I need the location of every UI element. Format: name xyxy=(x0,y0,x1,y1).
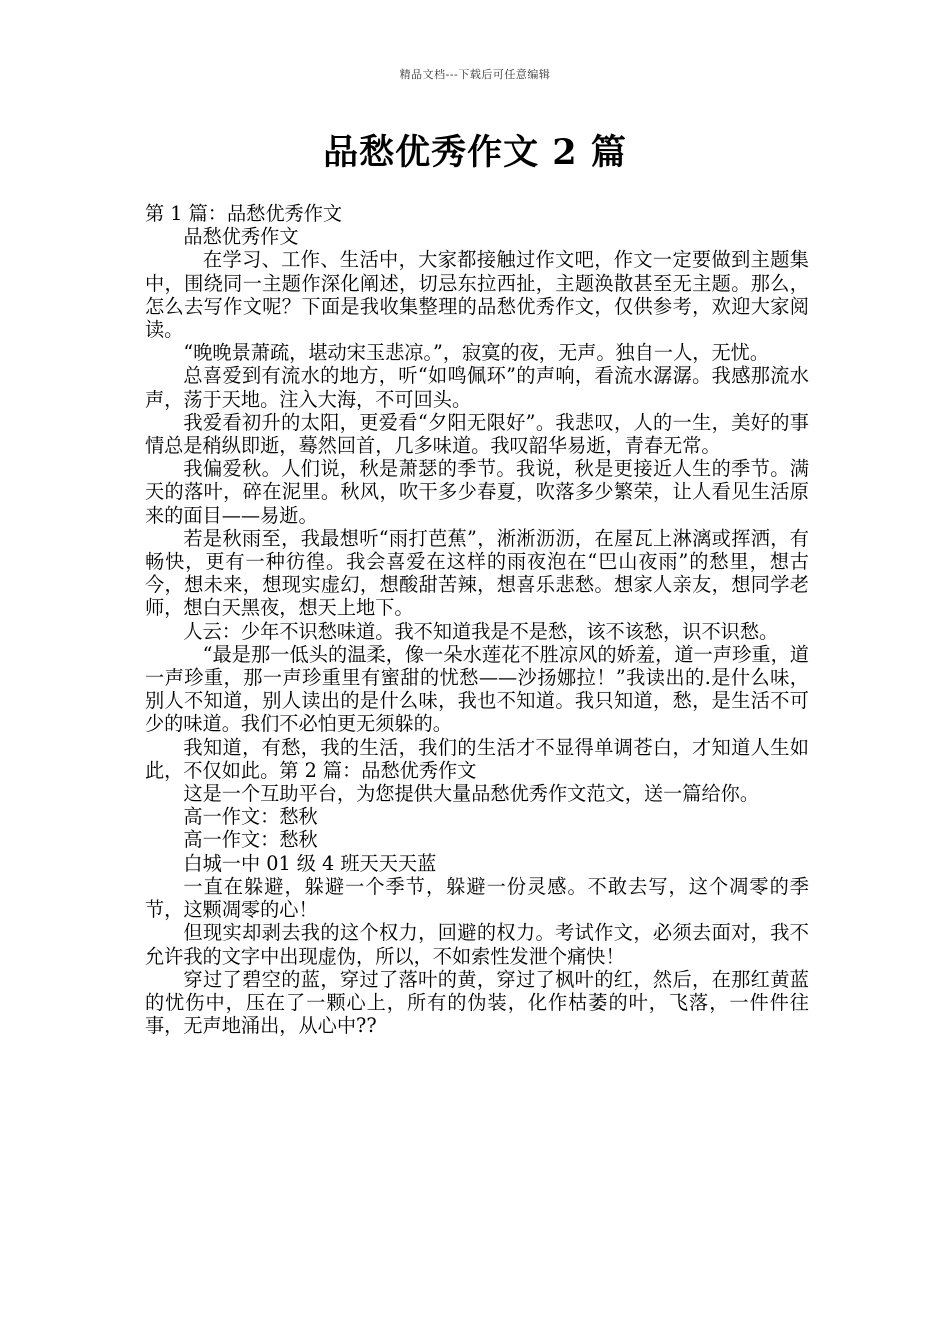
paragraph: 但现实却剥去我的这个权力，回避的权力。考试作文，必须去面对，我不允许我的文字中出现虚伪，所以，不如索性发泄个痛快！ xyxy=(145,921,809,968)
paragraph: 品愁优秀作文 xyxy=(183,225,299,249)
paragraph: 我偏爱秋。人们说，秋是萧瑟的季节。我说，秋是更接近人生的季节。满天的落叶，碎在泥里。秋风，吹干多少春夏，吹落多少繁荣，让人看见生活原来的面目——易逝。 xyxy=(145,457,809,527)
document-body xyxy=(145,202,809,1037)
paragraph: 我爱看初升的太阳，更爱看“夕阳无限好”。我悲叹，人的一生，美好的事情总是稍纵即逝，蓦然回首，几多味道。我叹韶华易逝，青春无常。 xyxy=(145,410,809,458)
paragraph: 白城一中 01 级 4 班天天天蓝 xyxy=(183,851,437,875)
paragraph: 高一作文：愁秋 xyxy=(183,805,318,829)
paragraph: 人云：少年不识愁味道。我不知道我是不是愁，该不该愁，识不识愁。 xyxy=(183,619,779,643)
paragraph: 若是秋雨至，我最想听“雨打芭蕉”，淅淅沥沥，在屋瓦上淋漓或挥洒，有畅快，更有一种彷徨。我会喜爱在这样的雨夜泡在“巴山夜雨”的愁里，想古今，想未来，想现实虚幻，想酸甜苦辣，想喜乐悲愁。想家人亲友，想同学老师，想白天黑夜，想天上地下。 xyxy=(145,526,809,620)
paragraph: 一直在躲避，躲避一个季节，躲避一份灵感。不敢去写，这个凋零的季节，这颗凋零的心！ xyxy=(145,874,809,922)
paragraph: “晚晚景萧疏，堪动宋玉悲凉。”，寂寞的夜，无声。独自一人，无忧。 xyxy=(183,341,770,365)
paragraph: 在学习、工作、生活中，大家都接触过作文吧，作文一定要做到主题集中，围绕同一主题作深化阐述，切忌东拉西扯，主题涣散甚至无主题。那么，怎么去写作文呢？下面是我收集整理的品愁优秀作文，仅供参考，欢迎大家阅读。 xyxy=(145,248,809,342)
header-note: 精品文档---下载后可任意编辑 xyxy=(399,68,551,81)
paragraph: 总喜爱到有流水的地方，听“如鸣佩环”的声响，看流水潺潺。我感那流水声，荡于天地。注入大海，不可回头。 xyxy=(145,364,809,411)
paragraph: 这是一个互助平台，为您提供大量品愁优秀作文范文，送一篇给你。 xyxy=(183,782,760,806)
paragraph: 高一作文：愁秋 xyxy=(183,828,318,852)
paragraph: 第 1 篇：品愁优秀作文 xyxy=(145,202,343,225)
document-title: 品愁优秀作文 2 篇 xyxy=(323,132,627,173)
paragraph: 我知道，有愁，我的生活，我们的生活才不显得单调苍白，才知道人生如此，不仅如此。第 2 篇：品愁优秀作文 xyxy=(145,735,809,782)
paragraph: “最是那一低头的温柔，像一朵水莲花不胜凉风的娇羞，道一声珍重，道一声珍重，那一声珍重里有蜜甜的忧愁——沙扬娜拉！”我读出的.是什么味，别人不知道，别人读出的是什么味，我也不知道。我只知道，愁，是生活不可少的味道。我们不必怕更无须躲的。 xyxy=(145,642,809,736)
paragraph: 穿过了碧空的蓝，穿过了落叶的黄，穿过了枫叶的红，然后，在那红黄蓝的忧伤中，压在了一颗心上，所有的伪装，化作枯萎的叶，飞落，一件件往事，无声地涌出，从心中?? xyxy=(145,967,809,1038)
